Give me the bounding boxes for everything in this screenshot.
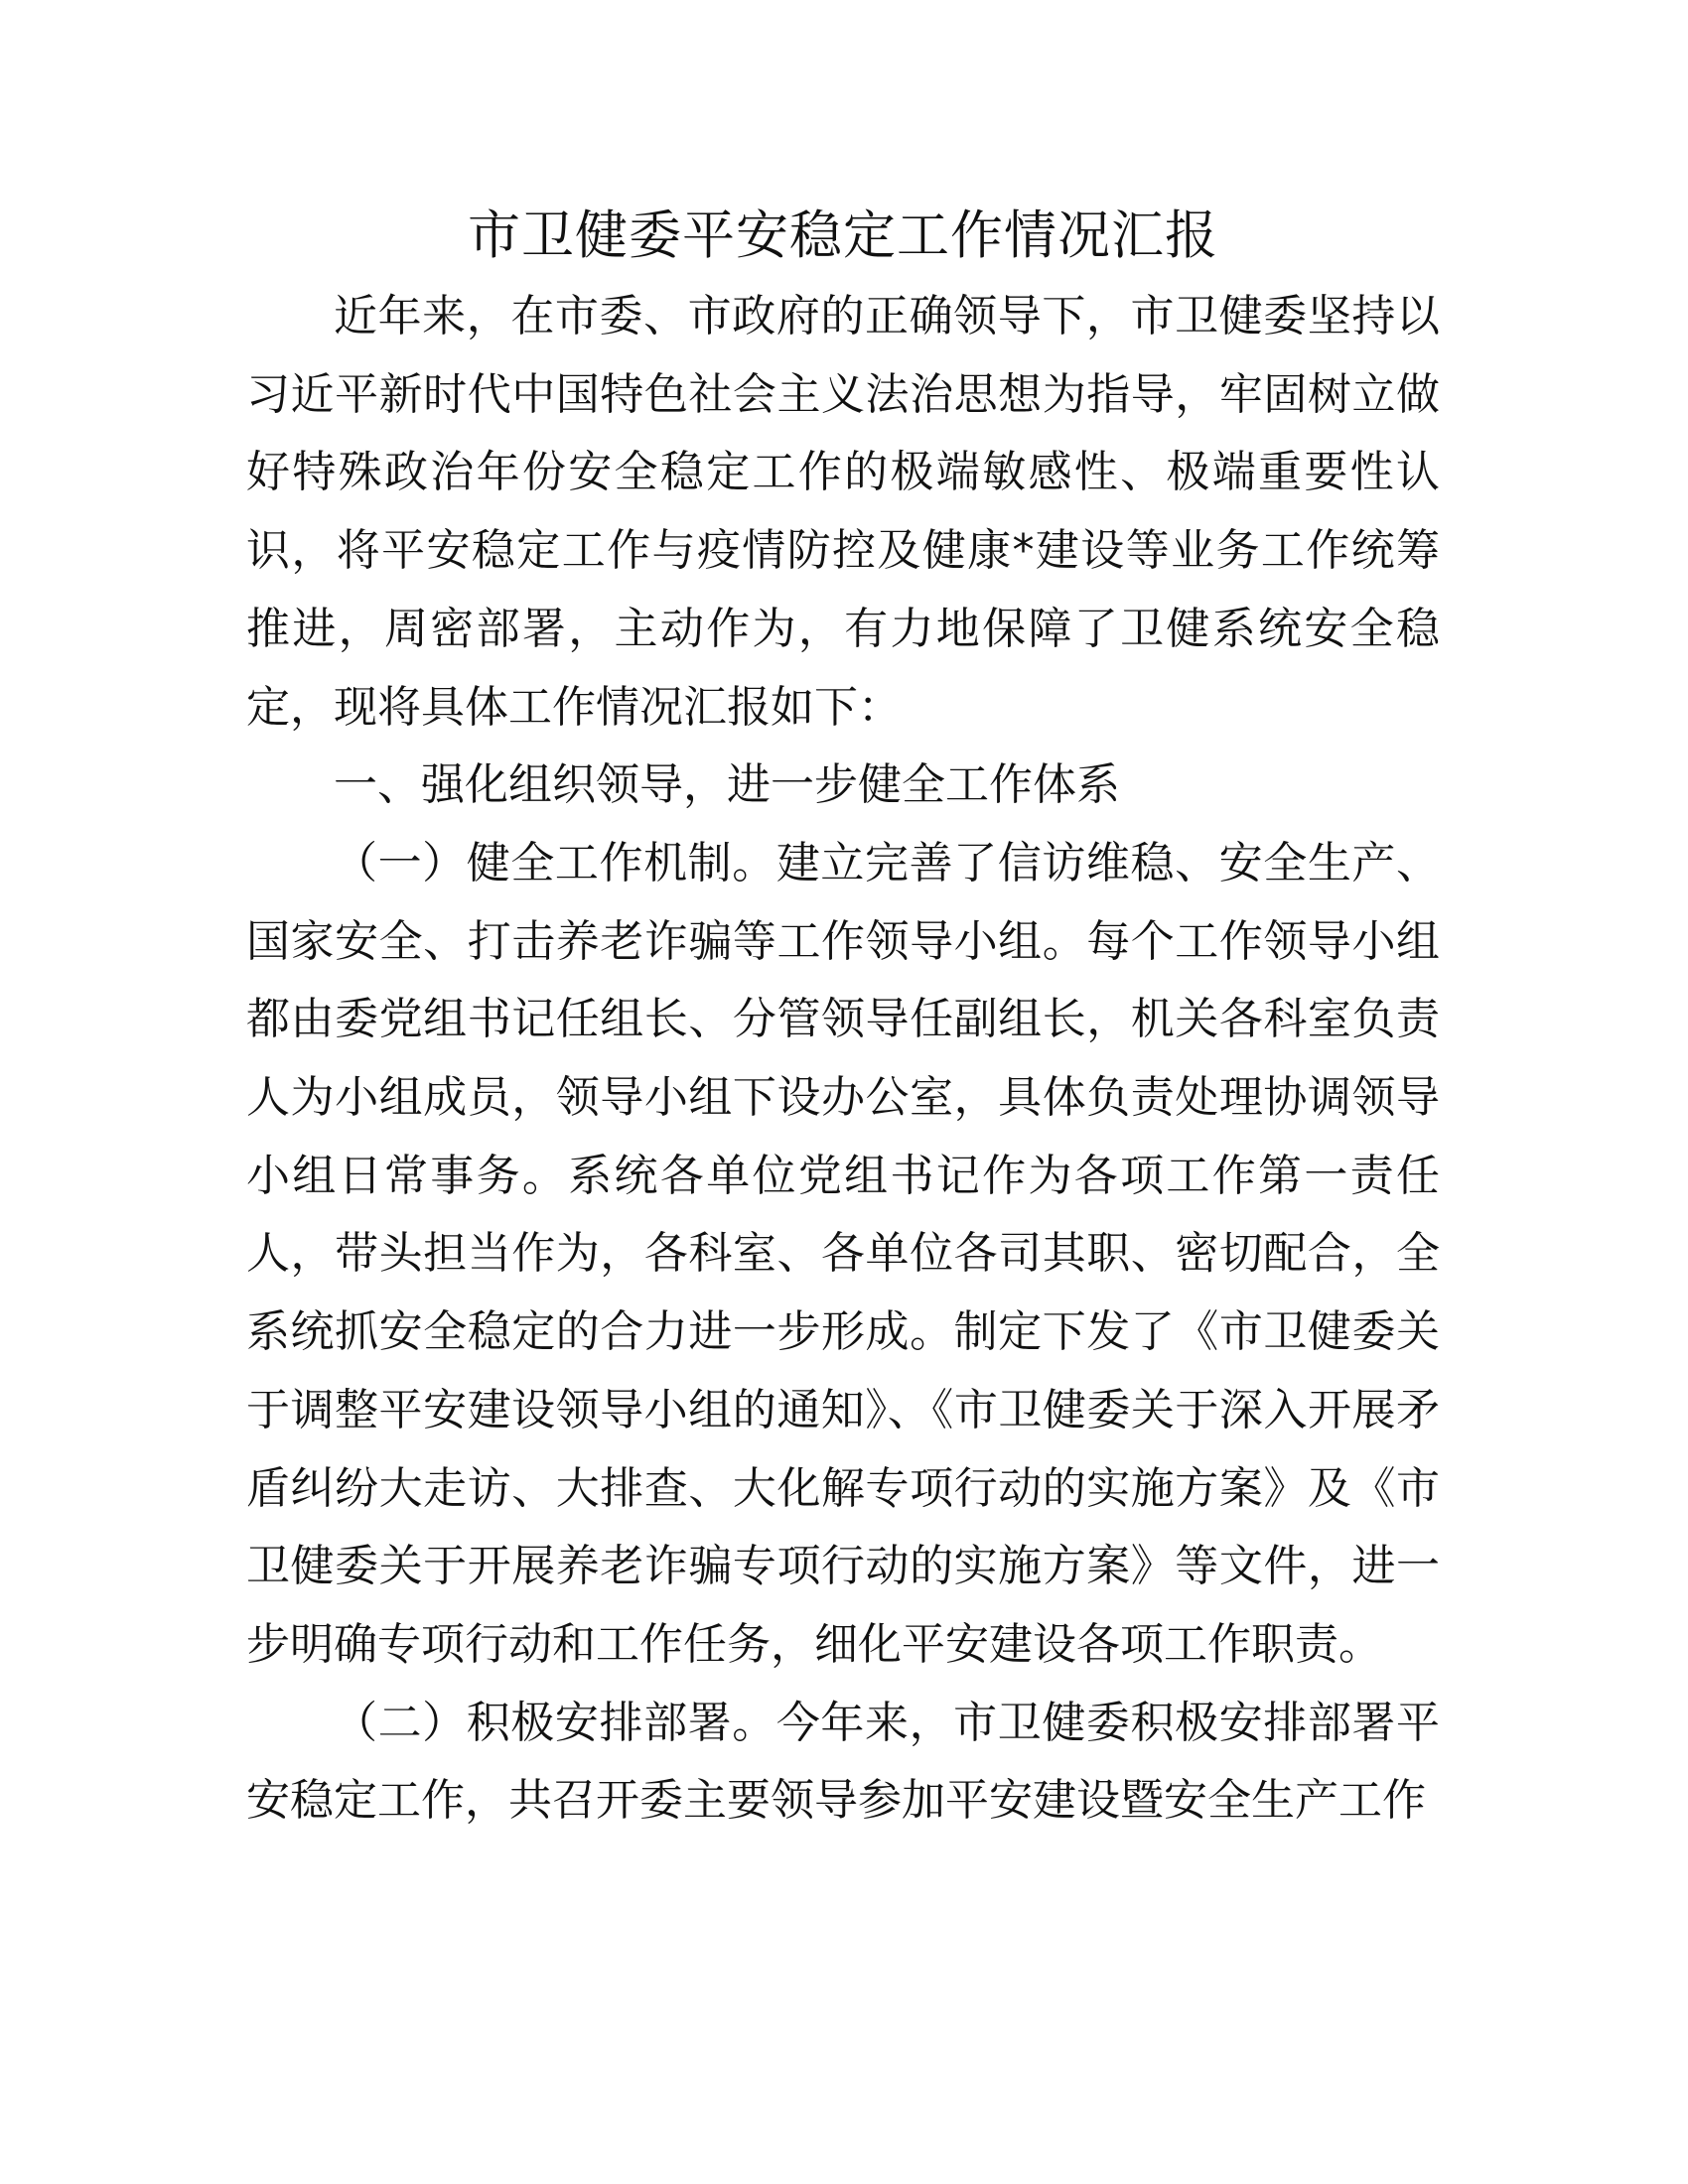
intro-paragraph: 近年来，在市委、市政府的正确领导下，市卫健委坚持以习近平新时代中国特色社会主义法治思想为指导，牢固树立做好特殊政治年份安全稳定工作的极端敏感性、极端重要性认识，将平安稳定工作与疫情防控及健康*建设等业务工作统筹推进，周密部署，主动作为，有力地保障了卫健系统安全稳定，现将具体工作情况汇报如下： xyxy=(246,291,1440,733)
document-body xyxy=(246,197,1440,1841)
section-heading: 一、强化组织领导，进一步健全工作体系 xyxy=(334,759,1120,811)
document-title: 市卫健委平安稳定工作情况汇报 xyxy=(468,205,1218,266)
subsection-paragraph-2: （二）积极安排部署。今年来，市卫健委积极安排部署平安稳定工作，共召开委主要领导参加平安建设暨安全生产工作 xyxy=(246,1697,1440,1827)
subsection-paragraph-1: （一）健全工作机制。建立完善了信访维稳、安全生产、国家安全、打击养老诈骗等工作领导小组。每个工作领导小组都由委党组书记任组长、分管领导任副组长，机关各科室负责人为小组成员，领导小组下设办公室，具体负责处理协调领导小组日常事务。系统各单位党组书记作为各项工作第一责任人，带头担当作为，各科室、各单位各司其职、密切配合，全系统抓安全稳定的合力进一步形成。制定下发了《市卫健委关于调整平安建设领导小组的通知》、《市卫健委关于深入开展矛盾纠纷大走访、大排查、大化解专项行动的实施方案》及《市卫健委关于开展养老诈骗专项行动的实施方案》等文件，进一步明确专项行动和工作任务，细化平安建设各项工作职责。 xyxy=(246,837,1440,1670)
